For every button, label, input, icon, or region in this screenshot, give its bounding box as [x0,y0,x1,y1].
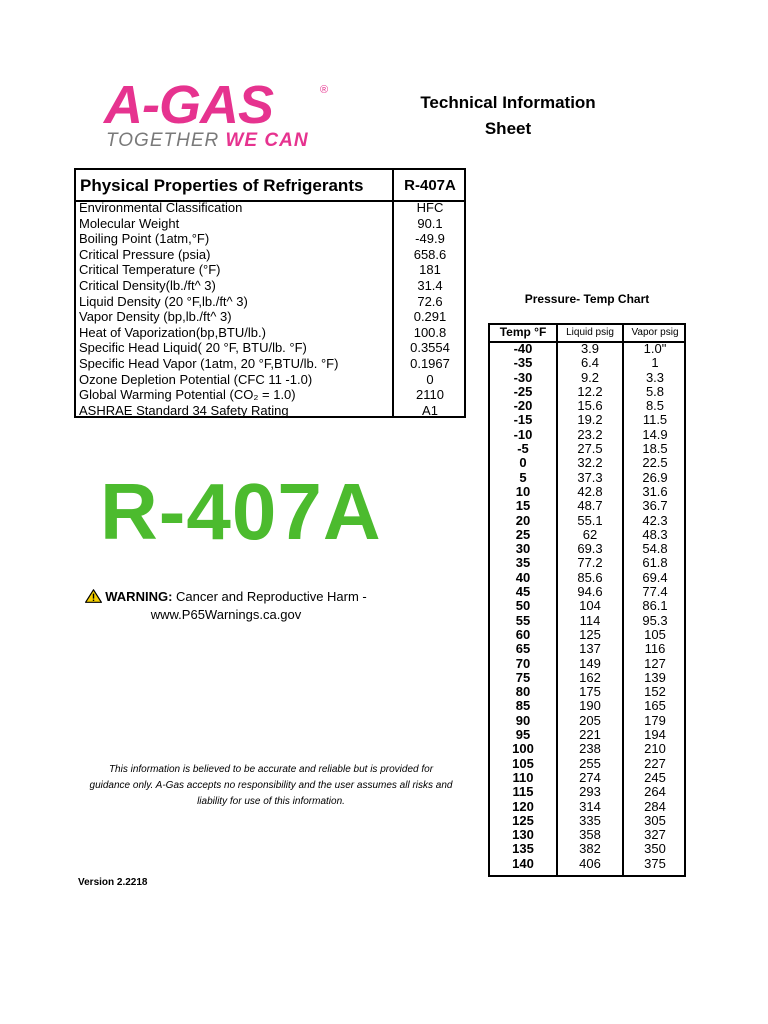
pt-row [490,585,684,599]
liquid-psig-cell: 175 [579,684,601,700]
property-row [76,278,464,294]
liquid-psig-cell: 85.6 [577,569,603,585]
liquid-psig-cell: 48.7 [577,498,603,514]
liquid-psig-cell: 358 [579,827,601,843]
liquid-psig-cell: 205 [579,712,601,728]
liquid-psig-cell: 238 [579,741,601,757]
property-value: 0.3554 [410,340,450,356]
temp-cell: 0 [519,455,527,471]
liquid-psig-cell: 114 [579,612,601,628]
temp-cell: -15 [513,412,533,428]
property-row [76,356,464,372]
vapor-psig-cell: 152 [644,684,666,700]
properties-rows [76,200,464,418]
property-value: 0 [426,371,434,387]
temp-cell: 125 [512,812,534,828]
property-row [76,200,464,216]
pt-row [490,599,684,613]
property-label: Heat of Vaporization(bp,BTU/lb.) [79,324,266,340]
liquid-psig-cell: 9.2 [580,369,600,385]
property-row [76,340,464,356]
pt-row [490,642,684,656]
pt-row [490,428,684,442]
temp-cell: 135 [512,841,534,857]
vapor-psig-cell: 69.4 [642,569,668,585]
property-label: Critical Density(lb./ft^ 3) [79,277,216,293]
vapor-psig-cell: 86.1 [642,598,668,614]
vapor-psig-cell: 11.5 [642,412,668,428]
liquid-psig-cell: 42.8 [577,483,603,499]
title-line-1: Technical Information [420,93,596,112]
temp-cell: -20 [513,398,533,414]
vapor-psig-cell: 31.6 [642,483,668,499]
temp-cell: -10 [513,426,533,442]
pt-row [490,657,684,671]
property-row [76,262,464,278]
liquid-psig-cell: 125 [579,626,601,642]
pt-row [490,385,684,399]
temp-cell: 90 [515,712,531,728]
temp-cell: 80 [515,684,531,700]
property-row [76,247,464,263]
vapor-psig-cell: 127 [644,655,666,671]
property-row [76,309,464,325]
pt-row [490,571,684,585]
temp-cell: 60 [515,626,531,642]
liquid-psig-cell: 274 [579,769,601,785]
temp-cell: 30 [515,541,531,557]
property-label: Vapor Density (bp,lb./ft^ 3) [79,309,232,325]
a-gas-logo [104,75,336,152]
temp-cell: 35 [515,555,531,571]
temp-cell: 25 [515,526,531,542]
property-label: Environmental Classification [79,200,243,215]
vapor-psig-cell: 42.3 [642,512,668,528]
temp-cell: 40 [515,569,531,585]
pt-row [490,628,684,642]
property-label: Specific Head Liquid( 20 °F, BTU/lb. °F) [79,340,307,356]
pt-row [490,371,684,385]
disclaimer [74,762,468,810]
vapor-psig-cell: 179 [644,712,666,728]
temp-cell: 20 [515,512,531,528]
liquid-psig-cell: 382 [579,841,601,857]
temp-cell: 55 [515,612,531,628]
liquid-psig-cell: 12.2 [577,383,603,399]
property-row [76,231,464,247]
pt-row [490,685,684,699]
temp-cell: 110 [512,769,534,785]
temp-cell: -25 [513,383,533,399]
temp-cell: 45 [515,584,531,600]
vapor-psig-cell: 194 [644,727,666,743]
temp-cell: 10 [515,483,531,499]
vapor-psig-cell: 350 [644,841,666,857]
property-label: Critical Pressure (psia) [79,246,211,262]
property-label: Critical Temperature (°F) [79,262,221,278]
property-row [76,325,464,341]
title-line-2: Sheet [484,119,532,138]
vapor-psig-cell: 61.8 [642,555,668,571]
vapor-psig-cell: 264 [644,784,666,800]
temp-cell: -30 [513,369,533,385]
vapor-psig-cell: 245 [644,769,666,785]
temp-cell: 120 [512,798,534,814]
vapor-psig-cell: 36.7 [642,498,668,514]
liquid-psig-cell: 406 [579,855,601,871]
properties-table [74,168,466,418]
pt-rows [490,342,684,871]
liquid-psig-cell: 62 [582,526,598,542]
temp-cell: 85 [515,698,531,714]
liquid-psig-cell: 55.1 [577,512,603,528]
liquid-psig-cell: 94.6 [577,584,603,600]
properties-header [76,170,464,202]
pt-row [490,399,684,413]
pt-row [490,356,684,370]
pt-row [490,485,684,499]
vapor-psig-cell: 105 [644,626,666,642]
disclaimer-line-2: guidance only. A-Gas accepts no responsibility and the user assumes all risks and [89,780,453,791]
pt-row [490,413,684,427]
property-label: Global Warming Potential (CO₂ = 1.0) [79,387,296,403]
pt-row [490,471,684,485]
registered-mark: ® [320,84,329,96]
temp-cell: -40 [513,341,533,356]
warning-label: WARNING: [105,589,173,604]
liquid-psig-cell: 37.3 [577,469,603,485]
property-row [76,372,464,388]
property-value: -49.9 [415,231,445,247]
pt-row [490,800,684,814]
vapor-psig-cell: 48.3 [642,526,668,542]
property-row [76,294,464,310]
properties-heading: Physical Properties of Refrigerants [80,176,364,195]
liquid-psig-cell: 3.9 [580,341,600,356]
property-value: 100.8 [413,324,447,340]
temp-cell: 5 [519,469,527,485]
pt-row [490,499,684,513]
property-row [76,403,464,419]
col-temp-header: Temp °F [499,325,547,339]
vapor-psig-cell: 305 [644,812,666,828]
temp-cell: 95 [515,727,531,743]
pt-row [490,714,684,728]
liquid-psig-cell: 335 [579,812,601,828]
temp-cell: 130 [512,827,534,843]
version-label: Version 2.2218 [78,877,148,888]
logo-wordmark: A-GAS [104,75,273,135]
disclaimer-line-3: liability for use of this information. [197,796,345,807]
liquid-psig-cell: 77.2 [577,555,603,571]
vapor-psig-cell: 77.4 [642,584,668,600]
vapor-psig-cell: 375 [644,855,666,871]
property-value: 0.1967 [410,355,450,371]
property-value: 2110 [416,387,444,403]
vapor-psig-cell: 22.5 [642,455,668,471]
logo-tagline [106,130,309,152]
temp-cell: 75 [515,669,531,685]
liquid-psig-cell: 221 [579,727,601,743]
col-vapor-header: Vapor psig [631,327,679,338]
pt-row [490,785,684,799]
liquid-psig-cell: 149 [579,655,601,671]
property-row [76,216,464,232]
property-value: 0.291 [413,309,447,325]
pt-row [490,442,684,456]
vapor-psig-cell: 116 [644,641,666,657]
property-value: A1 [422,402,438,418]
pressure-temp-table [488,323,686,877]
vapor-psig-cell: 5.8 [645,383,665,399]
temp-cell: 65 [515,641,531,657]
property-row [76,387,464,403]
liquid-psig-cell: 32.2 [577,455,603,471]
pt-row [490,757,684,771]
pt-row [490,556,684,570]
property-label: Liquid Density (20 °F,lb./ft^ 3) [79,293,248,309]
liquid-psig-cell: 293 [579,784,601,800]
temp-cell: 70 [515,655,531,671]
pt-row [490,614,684,628]
disclaimer-line-1: This information is believed to be accurate and reliable but is provided for [108,764,434,775]
tagline-we-can: WE CAN [225,130,309,151]
property-label: Ozone Depletion Potential (CFC 11 -1.0) [79,371,313,387]
pt-row [490,728,684,742]
refrigerant-name: R-407A [100,467,382,556]
pt-row [490,528,684,542]
temp-cell: -35 [513,355,533,371]
temp-cell: 115 [512,784,534,800]
prop65-warning [76,588,376,624]
pt-row [490,828,684,842]
property-label: Boiling Point (1atm,°F) [79,231,210,247]
vapor-psig-cell: 95.3 [642,612,668,628]
liquid-psig-cell: 6.4 [580,355,600,371]
property-label: ASHRAE Standard 34 Safety Rating [79,402,289,418]
document-title [396,90,620,142]
temp-cell: 140 [512,855,534,871]
vapor-psig-cell: 8.5 [645,398,665,414]
property-value: 90.1 [417,215,443,231]
liquid-psig-cell: 23.2 [577,426,603,442]
temp-cell: 50 [515,598,531,614]
tagline-together: TOGETHER [106,130,226,151]
property-value: 72.6 [417,293,443,309]
temp-cell: -5 [517,441,529,457]
vapor-psig-cell: 54.8 [642,541,668,557]
pt-row [490,542,684,556]
temp-cell: 100 [512,741,534,757]
liquid-psig-cell: 314 [579,798,601,814]
warning-icon [85,589,102,603]
liquid-psig-cell: 137 [579,641,601,657]
property-label: Specific Head Vapor (1atm, 20 °F,BTU/lb. °F) [79,355,339,371]
liquid-psig-cell: 27.5 [577,441,603,457]
pt-row [490,514,684,528]
temp-cell: 105 [512,755,534,771]
pt-row [490,456,684,470]
pt-row [490,742,684,756]
temp-cell: 15 [515,498,531,514]
vapor-psig-cell: 18.5 [642,441,668,457]
liquid-psig-cell: 162 [579,669,601,685]
vapor-psig-cell: 327 [644,827,666,843]
liquid-psig-cell: 255 [579,755,601,771]
vapor-psig-cell: 210 [644,741,666,757]
property-value: 31.4 [417,277,443,293]
pt-row [490,342,684,356]
vapor-psig-cell: 1 [651,355,659,371]
vapor-psig-cell: 26.9 [642,469,668,485]
vapor-psig-cell: 165 [644,698,666,714]
property-value: 658.6 [413,246,447,262]
liquid-psig-cell: 104 [579,598,601,614]
liquid-psig-cell: 19.2 [577,412,603,428]
vapor-psig-cell: 139 [644,669,666,685]
pt-row [490,814,684,828]
liquid-psig-cell: 69.3 [577,541,603,557]
pt-row [490,671,684,685]
vapor-psig-cell: 1.0" [643,341,667,356]
vapor-psig-cell: 227 [644,755,666,771]
property-value: HFC [416,200,444,215]
property-label: Molecular Weight [79,215,180,231]
liquid-psig-cell: 190 [579,698,601,714]
vapor-psig-cell: 14.9 [642,426,668,442]
vapor-psig-cell: 3.3 [645,369,665,385]
pt-row [490,771,684,785]
refrigerant-heading: R-407A [404,177,456,194]
vapor-psig-cell: 284 [644,798,666,814]
pt-row [490,842,684,856]
property-value: 181 [419,262,441,278]
col-liquid-header: Liquid psig [566,327,614,338]
pt-row [490,857,684,871]
warning-url[interactable]: www.P65Warnings.ca.gov [150,607,302,622]
pt-row [490,699,684,713]
liquid-psig-cell: 15.6 [577,398,603,414]
pt-chart-title: Pressure- Temp Chart [524,292,650,306]
warning-text: Cancer and Reproductive Harm - [172,589,367,604]
